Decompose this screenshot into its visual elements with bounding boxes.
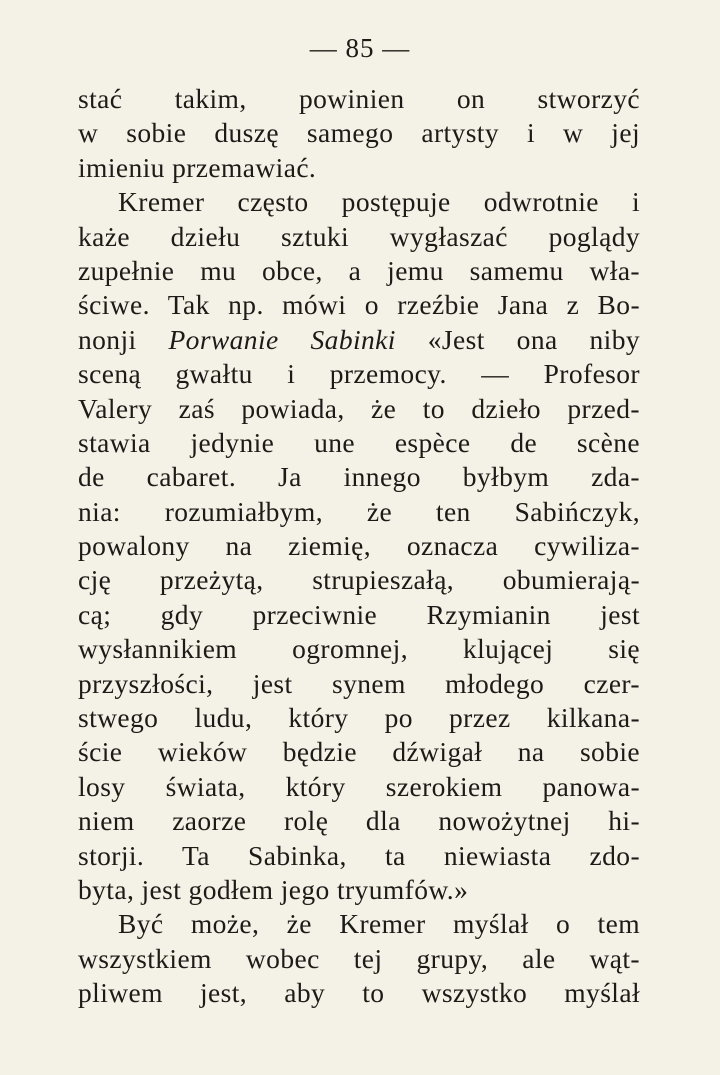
text-line: Valery zaś powiada, że to dzieło przed- <box>78 392 640 424</box>
text-line: niem zaorze rolę dla nowożytnej hi- <box>78 805 640 837</box>
text-line: w sobie duszę samego artysty i w jej <box>78 117 640 149</box>
text-line: każe dziełu sztuki wygłaszać poglądy <box>78 220 640 252</box>
text-line: sceną gwałtu i przemocy. — Profesor <box>78 358 640 390</box>
text-line: imieniu przemawiać. <box>78 151 317 183</box>
text-line: Kremer często postępuje odwrotnie i <box>118 186 640 218</box>
page-number: — 85 — <box>309 33 411 63</box>
text-line: nia: rozumiałbym, że ten Sabińczyk, <box>78 495 640 527</box>
text-line: stawia jedynie une espèce de scène <box>78 426 640 458</box>
text-line: ściwe. Tak np. mówi o rzeźbie Jana z Bo- <box>78 289 640 321</box>
text-line: de cabaret. Ja innego byłbym zda- <box>78 461 640 493</box>
text-line: powalony na ziemię, oznacza cywiliza- <box>78 530 640 562</box>
text-line: wysłannikiem ogromnej, klującej się <box>78 633 640 665</box>
text-fragment: «Jest ona niby <box>395 323 640 355</box>
text-line-with-title <box>78 323 640 357</box>
text-line: byta, jest godłem jego tryumfów.» <box>78 873 469 905</box>
text-fragment: nonji <box>78 323 169 355</box>
text-line: przyszłości, jest synem młodego czer- <box>78 667 640 699</box>
text-line: stwego ludu, który po przez kilkana- <box>78 702 640 734</box>
text-line: pliwem jest, aby to wszystko myślał <box>78 977 640 1009</box>
text-line: ście wieków będzie dźwigał na sobie <box>78 736 640 768</box>
text-line: cą; gdy przeciwnie Rzymianin jest <box>78 598 640 630</box>
text-line: storji. Ta Sabinka, ta niewiasta zdo- <box>78 839 640 871</box>
text-line: Być może, że Kremer myślał o tem <box>118 908 640 940</box>
text-line: stać takim, powinien on stworzyć <box>78 83 640 114</box>
artwork-title: Porwanie Sabinki <box>168 323 396 355</box>
text-line: wszystkiem wobec tej grupy, ale wąt- <box>78 942 640 974</box>
text-line: cję przeżytą, strupieszałą, obumierają- <box>78 564 640 596</box>
text-line: zupełnie mu obce, a jemu samemu wła- <box>78 254 640 286</box>
text-line: losy świata, który szerokiem panowa- <box>78 770 640 802</box>
body-text <box>78 82 640 1011</box>
